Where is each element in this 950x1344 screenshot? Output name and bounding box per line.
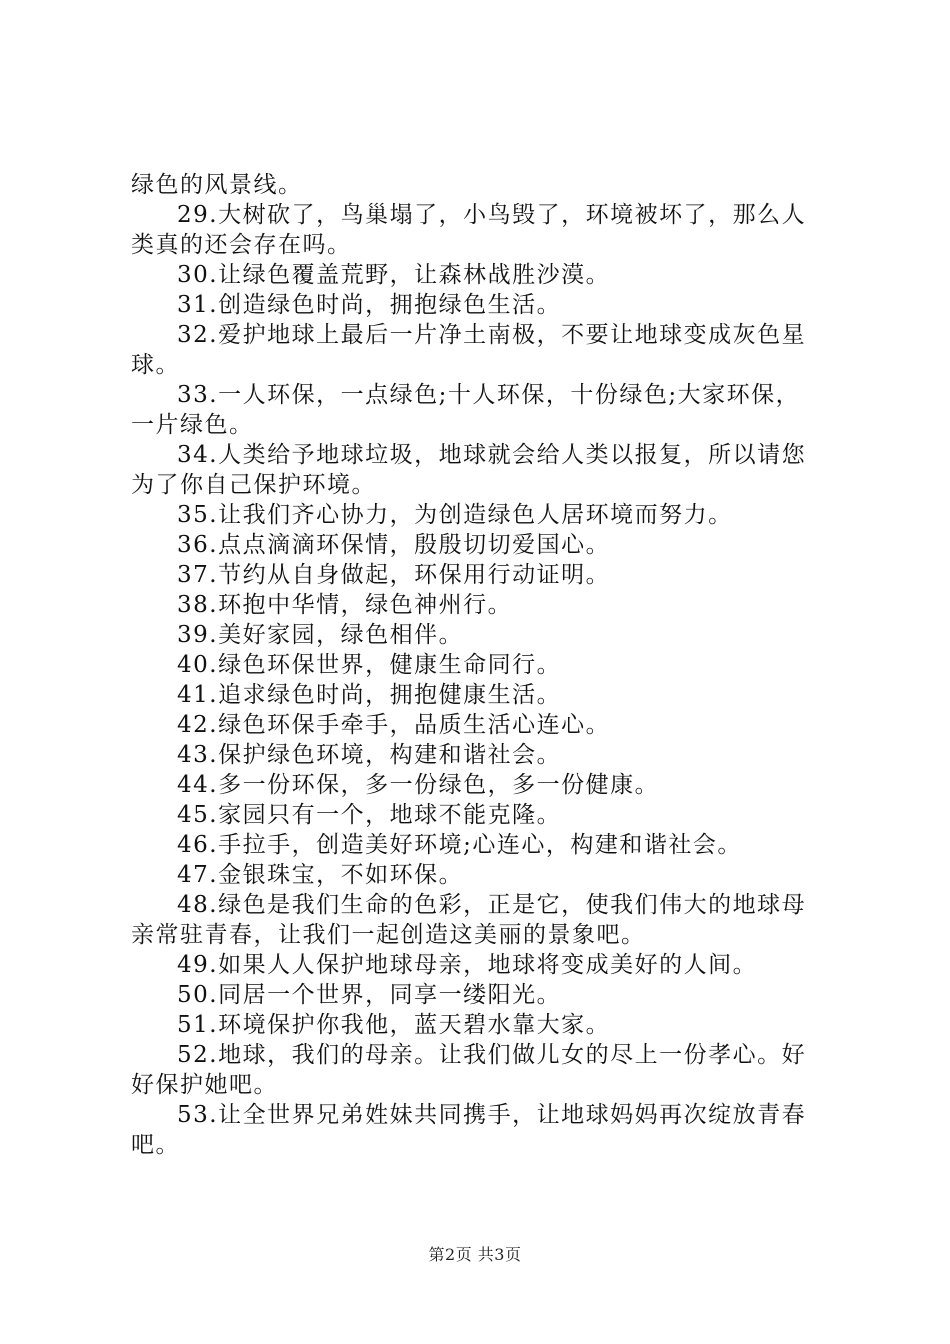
text-line: 40.绿色环保世界，健康生命同行。 xyxy=(177,652,562,678)
text-line: 30.让绿色覆盖荒野，让森林战胜沙漠。 xyxy=(177,262,611,288)
text-line: 36.点点滴滴环保情，殷殷切切爱国心。 xyxy=(177,532,611,558)
text-line: 亲常驻青春，让我们一起创造这美丽的景象吧。 xyxy=(131,922,646,948)
text-line: 42.绿色环保手牵手，品质生活心连心。 xyxy=(177,712,611,738)
text-line: 35.让我们齐心协力，为创造绿色人居环境而努力。 xyxy=(177,502,733,528)
text-line: 类真的还会存在吗。 xyxy=(131,232,352,258)
text-line: 37.节约从自身做起，环保用行动证明。 xyxy=(177,562,611,588)
text-line: 52.地球，我们的母亲。让我们做儿女的尽上一份孝心。好 xyxy=(177,1042,807,1068)
text-line: 46.手拉手，创造美好环境;心连心，构建和谐社会。 xyxy=(177,832,742,858)
text-line: 一片绿色。 xyxy=(131,412,254,438)
text-line: 53.让全世界兄弟姓妹共同携手，让地球妈妈再次绽放青春 xyxy=(177,1102,807,1128)
text-line: 44.多一份环保，多一份绿色，多一份健康。 xyxy=(177,772,660,798)
text-line: 47.金银珠宝，不如环保。 xyxy=(177,862,464,888)
text-line: 好保护她吧。 xyxy=(131,1072,278,1098)
text-line: 33.一人环保，一点绿色;十人环保，十份绿色;大家环保， xyxy=(177,382,801,408)
text-line: 31.创造绿色时尚，拥抱绿色生活。 xyxy=(177,292,562,318)
text-line: 32.爱护地球上最后一片净土南极，不要让地球变成灰色星 xyxy=(177,322,807,348)
text-line: 球。 xyxy=(131,352,180,378)
text-line: 43.保护绿色环境，构建和谐社会。 xyxy=(177,742,562,768)
text-line: 48.绿色是我们生命的色彩，正是它，使我们伟大的地球母 xyxy=(177,892,807,918)
text-line: 39.美好家园，绿色相伴。 xyxy=(177,622,464,648)
text-line: 41.追求绿色时尚，拥抱健康生活。 xyxy=(177,682,562,708)
text-line: 50.同居一个世界，同享一缕阳光。 xyxy=(177,982,562,1008)
text-line: 绿色的风景线。 xyxy=(131,172,303,198)
text-line: 29.大树砍了，鸟巢塌了，小鸟毁了，环境被坏了，那么人 xyxy=(177,202,807,228)
text-line: 34.人类给予地球垃圾，地球就会给人类以报复，所以请您 xyxy=(177,442,807,468)
document-body xyxy=(131,170,831,1160)
text-line: 38.环抱中华情，绿色神州行。 xyxy=(177,592,513,618)
text-line: 吧。 xyxy=(131,1132,180,1158)
text-line: 为了你自己保护环境。 xyxy=(131,472,376,498)
text-line: 45.家园只有一个，地球不能克隆。 xyxy=(177,802,562,828)
text-line: 51.环境保护你我他，蓝天碧水靠大家。 xyxy=(177,1012,611,1038)
page-footer: 第2页 共3页 xyxy=(428,1245,522,1264)
text-line: 49.如果人人保护地球母亲，地球将变成美好的人间。 xyxy=(177,952,758,978)
